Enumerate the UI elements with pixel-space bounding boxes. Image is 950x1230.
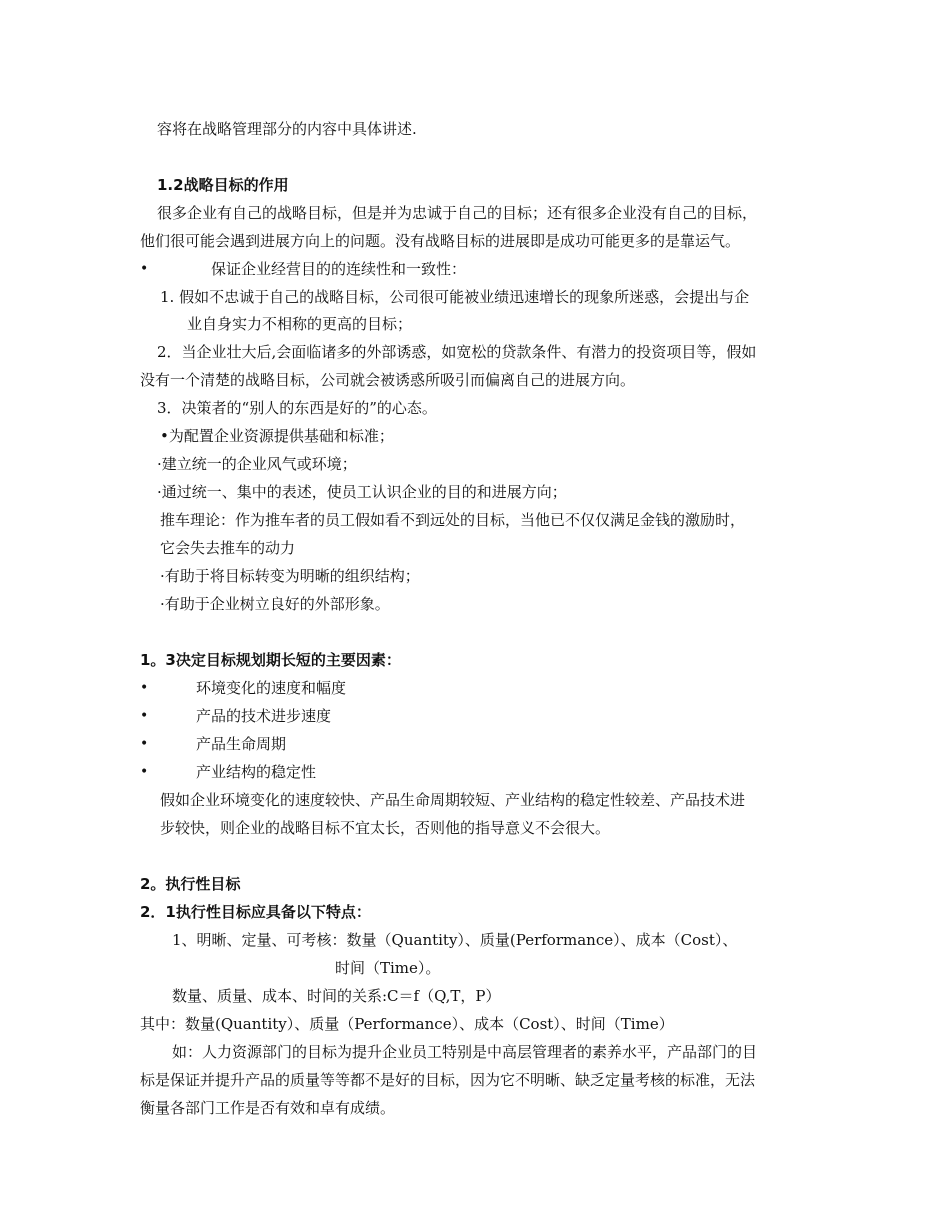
- point-item: ·建立统一的企业风气或环境；: [157, 455, 357, 473]
- point-item: •为配置企业资源提供基础和标准；: [160, 427, 394, 445]
- paragraph-line: 很多企业有自己的战略目标，但是并为忠诚于自己的目标；还有很多企业没有自己的目标，: [157, 204, 758, 222]
- section-heading-2: 2。执行性目标: [140, 875, 241, 893]
- bullet-marker: •: [140, 736, 149, 752]
- paragraph-line: 步较快，则企业的战略目标不宜太长，否则他的指导意义不会很大。: [160, 819, 611, 837]
- section-heading-2-1: 2．1执行性目标应具备以下特点：: [140, 903, 371, 921]
- example-line: 如：人力资源部门的目标为提升企业员工特别是中高层管理者的素养水平，产品部门的目: [172, 1043, 758, 1061]
- bullet-item: 保证企业经营目的的连续性和一致性：: [211, 260, 467, 278]
- definition-line: 其中：数量(Quantity）、质量（Performance）、成本（Cost）、时间（Time）: [140, 1015, 674, 1033]
- bullet-marker: •: [140, 708, 149, 724]
- point-item: ·有助于企业树立良好的外部形象。: [160, 595, 390, 613]
- relation-formula: 数量、质量、成本、时间的关系:C＝f（Q,T，P）: [172, 987, 501, 1005]
- factor-item: 产品生命周期: [196, 735, 287, 753]
- point-item: ·通过统一、集中的表述，使员工认识企业的目的和进展方向；: [157, 483, 567, 501]
- numbered-item-3: 3．决策者的“别人的东西是好的”的心态。: [157, 399, 437, 417]
- feature-line: 1、明晰、定量、可考核：数量（Quantity）、质量(Performance）、成本（Cost）、: [172, 931, 738, 949]
- cart-theory-line-continued: 它会失去推车的动力: [160, 539, 296, 557]
- example-line: 标是保证并提升产品的质量等等都不是好的目标，因为它不明晰、缺乏定量考核的标准，无法: [140, 1071, 756, 1089]
- factor-item: 环境变化的速度和幅度: [196, 679, 347, 697]
- feature-line-continued: 时间（Time）。: [335, 959, 441, 977]
- point-item: ·有助于将目标转变为明晰的组织结构；: [160, 567, 420, 585]
- continuation-text: 容将在战略管理部分的内容中具体讲述.: [157, 120, 417, 138]
- bullet-marker: •: [140, 764, 149, 780]
- numbered-item-2-continued: 没有一个清楚的战略目标，公司就会被诱惑所吸引而偏离自己的进展方向。: [140, 371, 636, 389]
- paragraph-line: 假如企业环境变化的速度较快、产品生命周期较短、产业结构的稳定性较差、产品技术进: [160, 791, 746, 809]
- numbered-item-2: 2．当企业壮大后,会面临诸多的外部诱惑，如宽松的贷款条件、有潜力的投资项目等，假如: [157, 343, 757, 361]
- numbered-item-1: 1. 假如不忠诚于自己的战略目标，公司很可能被业绩迅速增长的现象所迷惑，会提出与企: [160, 288, 750, 306]
- example-line: 衡量各部门工作是否有效和卓有成绩。: [140, 1099, 396, 1117]
- section-heading-1-2: 1.2战略目标的作用: [157, 176, 289, 194]
- paragraph-line: 他们很可能会遇到进展方向上的问题。没有战略目标的进展即是成功可能更多的是靠运气。: [140, 232, 741, 250]
- section-heading-1-3: 1。3决定目标规划期长短的主要因素：: [140, 651, 401, 669]
- bullet-marker: •: [140, 680, 149, 696]
- factor-item: 产品的技术进步速度: [196, 707, 332, 725]
- factor-item: 产业结构的稳定性: [196, 763, 317, 781]
- cart-theory-line: 推车理论：作为推车者的员工假如看不到远处的目标，当他已不仅仅满足金钱的激励时，: [160, 511, 746, 529]
- bullet-marker: •: [140, 261, 149, 277]
- numbered-item-1-continued: 业自身实力不相称的更高的目标；: [187, 315, 413, 333]
